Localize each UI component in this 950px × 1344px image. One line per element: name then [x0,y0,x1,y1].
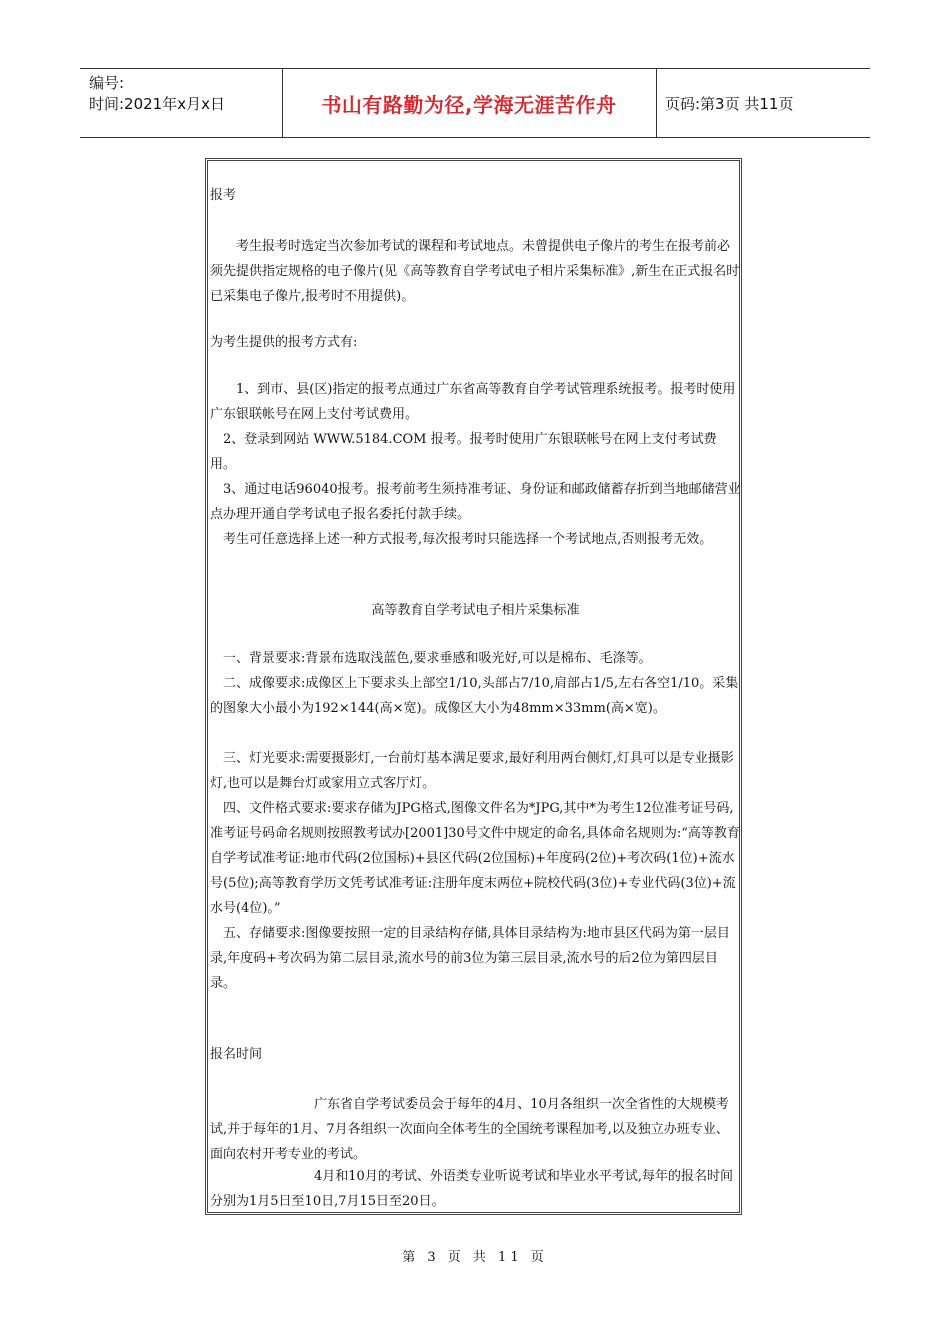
ways-intro: 为考生提供的报考方式有: [210,335,358,350]
requirement-4: 四、文件格式要求:要求存储为JPG格式,图像文件名为*JPG,其中*为考生12位准考证号码,准考证号码命名规则按照教考试办[2001]30号文件中规定的命名,具体命名规则为:“高等教育自学考试准考证:地市代码(2位国标)+县区代码(2位国标)+年度码(2位)+考次码(1位)+流水号(5位);高等教育学历文凭考试准考证:注册年度末两位+院校代码(3位)+专业代码(3位)+流水号(4位)。” [210,801,740,916]
motto-text: 书山有路勤为径,学海无涯苦作舟 [321,92,617,117]
section-title-signup-time: 报名时间 [210,1047,263,1062]
header-meta-cell [80,69,283,137]
page-info: 页码:第3页 共11页 [665,94,794,113]
code-label: 编号: [89,74,125,92]
header-motto-cell [282,69,657,137]
signup-paragraph-2: 4月和10月的考试、外语类专业听说考试和毕业水平考试,每年的报名时间分别为1月5日至10日,7月15日至20日。 [210,1169,733,1209]
photo-standard-title: 高等教育自学考试电子相片采集标准 [371,603,580,618]
way-note: 考生可任意选择上述一种方式报考,每次报考时只能选择一个考试地点,否则报考无效。 [210,532,713,547]
register-paragraph: 考生报考时选定当次参加考试的课程和考试地点。未曾提供电子像片的考生在报考前必须先提供指定规格的电子像片(见《高等教育自学考试电子相片采集标准》,新生在正式报名时已采集电子像片,报考时不用提供)。 [210,239,740,304]
time-label: 时间:2021年x月x日 [89,95,225,113]
way-1: 1、到市、县(区)指定的报考点通过广东省高等教育自学考试管理系统报考。报考时使用广东银联帐号在网上支付考试费用。 [210,382,736,422]
requirement-3: 三、灯光要求:需要摄影灯,一台前灯基本满足要求,最好利用两台侧灯,灯具可以是专业摄影灯,也可以是舞台灯或家用立式客厅灯。 [210,751,734,791]
way-2: 2、登录到网站 WWW.5184.COM 报考。报考时使用广东银联帐号在网上支付考试费用。 [210,432,717,472]
signup-paragraph-1: 广东省自学考试委员会于每年的4月、10月各组织一次全省性的大规模考试,并于每年的1月、7月各组织一次面向全体考生的全国统考课程加考,以及独立办班专业、面向农村开考专业的考试。 [210,1097,729,1162]
requirement-5: 五、存储要求:图像要按照一定的目录结构存储,具体目录结构为:地市县区代码为第一层目录,年度码+考次码为第二层目录,流水号的前3位为第三层目录,流水号的后2位为第四层目录。 [210,926,730,991]
way-3: 3、通过电话96040报考。报考前考生须持准考证、身份证和邮政储蓄存折到当地邮储营业点办理开通自学考试电子报名委托付款手续。 [210,482,741,522]
page-footer: 第 3 页 共 11 页 [402,1250,548,1265]
requirement-2: 二、成像要求:成像区上下要求头上部空1/10,头部占7/10,肩部占1/5,左右各空1/10。采集的图象大小最小为192×144(高×宽)。成像区大小为48mm×33mm(高×宽)。 [210,676,739,716]
header-table [80,68,870,138]
section-title-register: 报考 [210,188,237,203]
requirement-1: 一、背景要求:背景布选取浅蓝色,要求垂感和吸光好,可以是棉布、毛涤等。 [210,651,652,666]
